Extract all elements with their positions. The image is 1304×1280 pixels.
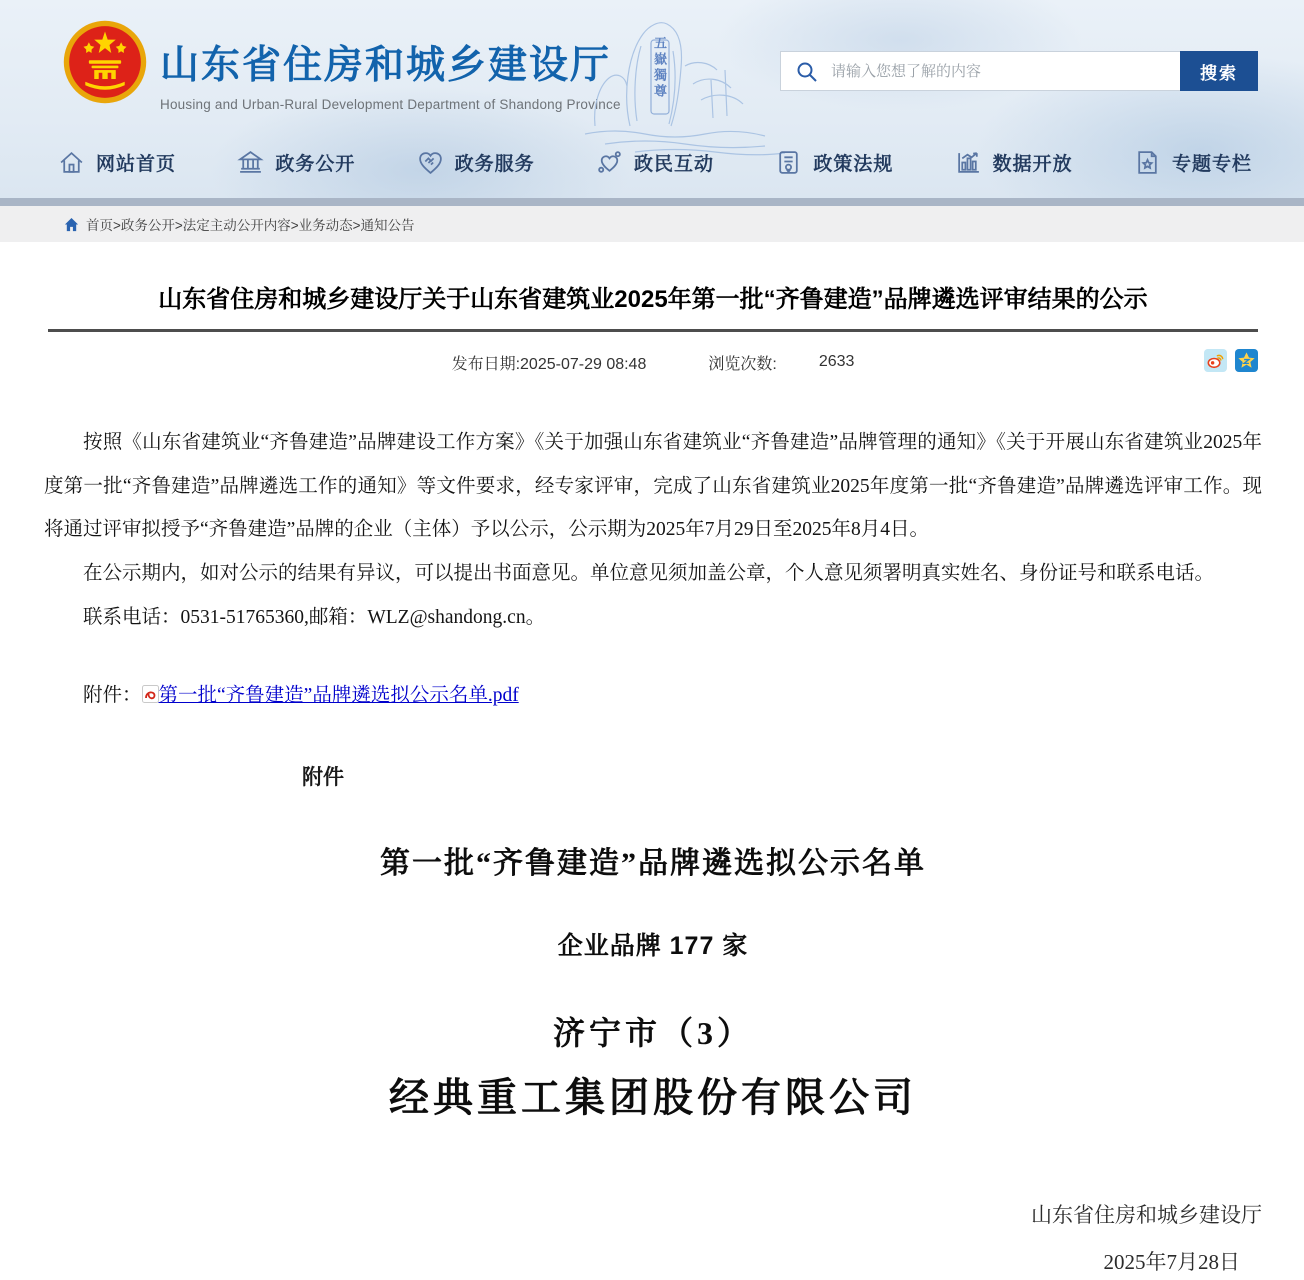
- site-title: 山东省住房和城乡建设厅: [160, 44, 612, 87]
- breadcrumb[interactable]: 首页>政务公开>法定主动公开内容>业务动态>通知公告: [86, 218, 415, 233]
- article-body: [44, 421, 1262, 639]
- weibo-share-icon[interactable]: [1204, 349, 1227, 372]
- views-label: 浏览次数:: [708, 355, 777, 373]
- attachment-document: [44, 761, 1262, 1123]
- signature-date: 2025年7月28日: [1103, 1250, 1240, 1275]
- nav-item-public-interaction[interactable]: [596, 149, 714, 176]
- title-divider: [48, 329, 1258, 332]
- nav-item-policies[interactable]: [775, 149, 893, 176]
- heart-chat-icon: [596, 149, 623, 176]
- paragraph-3: 联系电话：0531-51765360,邮箱：WLZ@shandong.cn。: [83, 606, 546, 628]
- site-header: [0, 0, 1304, 198]
- breadcrumb-home-icon: [64, 217, 79, 232]
- nav-label: 政民互动: [633, 153, 714, 175]
- data-chart-icon: [955, 149, 982, 176]
- nav-item-gov-disclosure[interactable]: [237, 149, 355, 176]
- publish-date: 发布日期:2025-07-29 08:48: [451, 355, 647, 373]
- breadcrumb-bar: [0, 206, 1304, 242]
- doc-heading: 附件: [302, 766, 344, 790]
- site-brand: [160, 34, 621, 112]
- signature-department: 山东省住房和城乡建设厅: [1031, 1203, 1262, 1228]
- nav-item-gov-services[interactable]: [417, 149, 535, 176]
- attachment-row: [44, 679, 1262, 707]
- doc-city-heading: 济宁市（3）: [552, 1015, 753, 1052]
- policy-doc-icon: [775, 149, 802, 176]
- attachment-label: 附件：: [83, 685, 142, 707]
- nav-label: 政务服务: [454, 153, 535, 175]
- mountain-inscription: 五嶽獨尊: [652, 36, 667, 100]
- nav-label: 网站首页: [96, 153, 177, 175]
- search-icon: [795, 60, 819, 84]
- national-emblem-logo: [62, 18, 148, 106]
- star-doc-icon: [1134, 149, 1161, 176]
- doc-title: 第一批“齐鲁建造”品牌遴选拟公示名单: [380, 847, 926, 881]
- nav-label: 数据开放: [992, 153, 1073, 175]
- handshake-icon: [417, 149, 444, 176]
- header-divider-strip: [0, 198, 1304, 206]
- share-buttons: [1204, 349, 1258, 372]
- article-title: 山东省住房和城乡建设厅关于山东省建筑业2025年第一批“齐鲁建造”品牌遴选评审结果的公示: [158, 286, 1148, 313]
- nav-label: 政务公开: [275, 153, 356, 175]
- qzone-share-icon[interactable]: [1235, 349, 1258, 372]
- doc-subtitle: 企业品牌 177 家: [557, 932, 749, 961]
- doc-company-name: 经典重工集团股份有限公司: [389, 1075, 917, 1121]
- nav-item-special-topics[interactable]: [1134, 149, 1252, 176]
- site-subtitle: Housing and Urban-Rural Development Department of Shandong Province: [160, 97, 621, 112]
- search-button[interactable]: 搜索: [1180, 51, 1258, 91]
- gov-building-icon: [237, 149, 264, 176]
- home-icon: [58, 149, 85, 176]
- nav-item-open-data[interactable]: [955, 149, 1073, 176]
- paragraph-1: 按照《山东省建筑业“齐鲁建造”品牌建设工作方案》《关于加强山东省建筑业“齐鲁建造”品牌管理的通知》《关于开展山东省建筑业2025年度第一批“齐鲁建造”品牌遴选工作的通知》等文件要求，经专家评审，完成了山东省建筑业2025年度第一批“齐鲁建造”品牌遴选评审工作。现将通过评审拟授予“齐鲁建造”品牌的企业（主体）予以公示，公示期为2025年7月29日至2025年8月4日。: [44, 432, 1262, 541]
- views-count: 2633: [818, 353, 855, 370]
- nav-item-home[interactable]: [58, 149, 176, 176]
- article-meta: [44, 347, 1262, 377]
- article-content: [0, 279, 1304, 1276]
- mountain-decoration: [575, 6, 800, 156]
- paragraph-2: 在公示期内，如对公示的结果有异议，可以提出书面意见。单位意见须加盖公章，个人意见须署明真实姓名、身份证号和联系电话。: [83, 563, 1215, 585]
- pdf-file-icon: [142, 685, 159, 703]
- main-nav: [58, 136, 1252, 188]
- search-bar: [780, 51, 1258, 91]
- search-input[interactable]: [781, 52, 1180, 90]
- attachment-link[interactable]: 第一批“齐鲁建造”品牌遴选拟公示名单.pdf: [158, 685, 519, 707]
- nav-label: 专题专栏: [1171, 153, 1252, 175]
- nav-label: 政策法规: [813, 153, 894, 175]
